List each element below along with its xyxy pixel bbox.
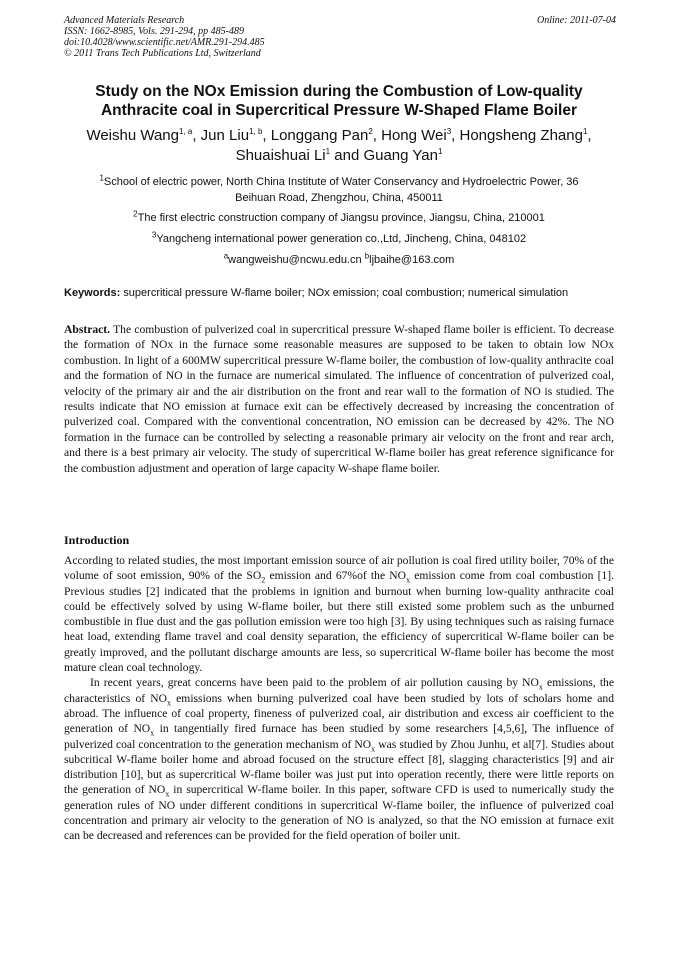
text-run: emission come from coal combustion [1]. Previous studies [2] indicated that the problems in ignition and burnout when burning low-quality anthracite coal could be effectively solved by using W-flame boiler, but there still existed some problem such as the unburned combustible in flue dust and the gas pollution emission were too high [3]. By using techniques such as raising furnace heat load, extending flame travel and coal density separation, the efficiency of supercritical W-flame boiler can be greatly improved, and the pollutant discharge amounts are less, so supercritical W-flame boiler has become the most mature clean coal technology. (64, 569, 614, 675)
issn-line: ISSN: 1662-8985, Vols. 291-294, pp 485-489 (64, 26, 244, 37)
email-sup: b (364, 251, 370, 261)
subscript: x (371, 743, 376, 753)
email-b[interactable]: ljbaihe@163.com (369, 254, 455, 266)
aff-text: Yangcheng international power generation co.,Ltd, Jincheng, China, 048102 (156, 233, 527, 245)
text-run: emissions when burning pulverized coal have been studied by lots of scholars home and abroad. The influence of coal property, fineness of pulverized coal, air distribution and excess air coefficient to the generation of NO (64, 691, 614, 736)
email-a[interactable]: wangweishu@ncwu.edu.cn (228, 254, 365, 266)
aff1-line-1 (60, 174, 618, 190)
author-line-2 (60, 146, 618, 166)
author-name: Shuaishuai Li (235, 147, 326, 164)
text-run: According to related studies, the most important emission source of air pollution is coal fired utility boiler, 70% of the volume of soot emission, 90% of the SO (64, 554, 614, 583)
email-sup: a (223, 251, 229, 261)
paragraph (64, 675, 614, 843)
abstract (64, 322, 614, 476)
author-sup: 1, a (178, 127, 193, 136)
journal-name: Advanced Materials Research (64, 15, 185, 26)
author-sep: , (587, 127, 592, 144)
author-sup: 3 (446, 127, 452, 136)
subscript: x (406, 575, 411, 585)
author-name: , Jun Liu (192, 127, 250, 144)
aff-sup: 3 (151, 230, 157, 240)
author-sup: 1 (325, 147, 331, 156)
title-line-1: Study on the NOx Emission during the Combustion of Low-quality (95, 83, 583, 100)
introduction-body (64, 553, 614, 844)
author-sup: 2 (368, 127, 373, 136)
abstract-text: The combustion of pulverized coal in supercritical pressure W-shaped flame boiler is efficient. To decrease the formation of NOx in the furnace some reasonable measures are supposed to be taken to obtain low NOx combustion. In light of a 600MW supercritical pressure W-flame boiler, the combustion of low-quality anthracite coal and the formation of NO in the furnace are numerical simulated. The influence of concentration of pulverized coal, velocity of the primary air and the air distribution on the front and rear wall to the formation of NO is studied. The results indicate that NO emission at furnace exit can be effectively decreased by increasing the concentration of pulverized coal. Compared with the conventional concentration, NO emission can be decreased by 42%. The NO formation in the furnace can be controlled by selecting a reasonable primary air velocity on the front and rear arch, and there is a best primary air velocity. The study of supercritical W-flame boiler has great reference significance for the combustion adjustment and operation of large capacity W-shape flame boiler. (64, 323, 614, 475)
author-name: , Hongsheng Zhang (451, 127, 583, 144)
title-line-2: Anthracite coal in Supercritical Pressure W-Shaped Flame Boiler (100, 102, 578, 119)
text-run: was studied by Zhou Junhu, et al[7]. Studies about subcritical W-flame boiler home and abroad focused on the structure effect [8], slagging characteristics [9] and air distribution [10], but as supercritical W-flame boiler was just put into operation recently, there were little reports on the generation of NO (64, 737, 614, 797)
abstract-label: Abstract. (64, 323, 111, 336)
affiliation-3 (60, 231, 618, 247)
subscript: x (167, 697, 172, 707)
author-name: and Guang Yan (330, 147, 438, 164)
email-line (60, 252, 618, 268)
subscript: x (538, 682, 543, 692)
text-run: in tangentially fired furnace has been studied by some researchers [4,5,6], The influence of pulverized coal concentration to the generation mechanism of NO (64, 722, 614, 751)
author-list (60, 126, 618, 166)
author-sup: 1, b (249, 127, 263, 136)
subscript: 2 (261, 575, 266, 585)
subscript: x (150, 728, 155, 738)
author-line-1 (60, 126, 618, 146)
running-header (64, 15, 616, 59)
subscript: x (165, 789, 170, 799)
copyright-line: © 2011 Trans Tech Publications Ltd, Switzerland (64, 48, 261, 59)
online-date: Online: 2011-07-04 (537, 15, 616, 26)
paragraph (64, 553, 614, 675)
keywords-label: Keywords: (64, 287, 121, 299)
keywords-text: supercritical pressure W-flame boiler; NOx emission; coal combustion; numerical simulation (120, 287, 569, 299)
paper-title (64, 82, 614, 120)
author-sup: 1 (437, 147, 443, 156)
aff-sup: 1 (99, 173, 104, 183)
affiliation-2 (60, 210, 618, 226)
aff-text: School of electric power, North China Institute of Water Conservancy and Hydroelectric Power, 36 (103, 176, 579, 188)
text-run: emissions, the characteristics of NO (64, 676, 614, 705)
author-name: , Hong Wei (372, 127, 447, 144)
aff1-line-2: Beihuan Road, Zhengzhou, China, 450011 (235, 192, 443, 204)
text-run: in supercritical W-flame boiler. In this paper, software CFD is used to numerically study the generation rules of NO under different conditions in supercritical W-flame boiler, the influence of pulverized coal concentration and primary air velocity to the generation of NO is analyzed, so that the NO emission at furnace exit can be decreased and references can be provided for the field operation of boiler unit. (64, 783, 615, 843)
author-name: , Longgang Pan (262, 127, 369, 144)
text-run: emission and 67%of the NO (265, 569, 407, 583)
aff-text: The first electric construction company of Jiangsu province, Jiangsu, China, 210001 (137, 212, 545, 224)
doi-line: doi:10.4028/www.scientific.net/AMR.291-294.485 (64, 37, 265, 48)
affiliation-1 (60, 174, 618, 206)
aff-sup: 2 (133, 209, 138, 219)
text-run: In recent years, great concerns have been paid to the problem of air pollution causing by NO (90, 676, 539, 690)
author-name: Weishu Wang (86, 127, 179, 144)
section-heading-introduction: Introduction (64, 533, 130, 547)
keywords (64, 286, 614, 301)
author-sup: 1 (582, 127, 588, 136)
